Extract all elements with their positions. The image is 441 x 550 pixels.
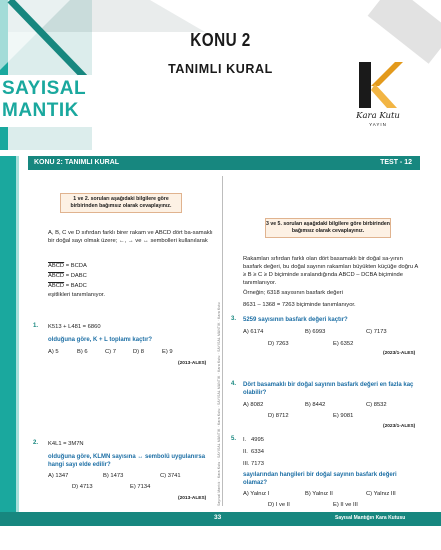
q2-option-b[interactable]: B) 1473 <box>103 473 124 479</box>
q2-option-d[interactable]: D) 4713 <box>72 484 93 490</box>
left-intro-text: A, B, C ve D sıfırdan farklı birer rakam ve ABCD dört ba-samaklı bir doğal sayı olmak üzere; ←, → ve ↔ sembolleri kullanılarak <box>48 230 213 244</box>
q3-number: 3. <box>231 316 237 322</box>
q3-option-e[interactable]: E) 6352 <box>333 341 354 347</box>
q1-option-c[interactable]: C) 7 <box>105 349 116 355</box>
logo-subtitle: YAYIN <box>369 122 387 127</box>
q5-number: 5. <box>231 436 237 442</box>
q1-number: 1. <box>33 323 39 329</box>
example-text: Örneğin; 6318 sayısının basfark değeri <box>243 290 343 296</box>
q4-option-b[interactable]: B) 8442 <box>305 402 326 408</box>
q4-source: (2023/1-ALES) <box>383 424 416 429</box>
q4-number: 4. <box>231 381 237 387</box>
q3-option-c[interactable]: C) 7173 <box>366 329 387 335</box>
q5-stem: sayılarından hangileri bir doğal sayının basfark değeri olamaz? <box>243 472 397 486</box>
topic-heading: TANIMLI KURAL <box>168 62 273 76</box>
q5-item-1: I. 4995 <box>243 437 264 443</box>
q1-source: (2013-ALES) <box>178 361 207 366</box>
rule-3-right: = BADC <box>65 283 87 289</box>
rule-1-right: = BCDA <box>65 263 87 269</box>
q2-option-e[interactable]: E) 7134 <box>130 484 151 490</box>
subject-line-1: SAYISAL <box>2 78 87 99</box>
info-box-right: 3 ve 5. soruları aşağıdaki bilgilere göre birbirinden bağımsız olarak cevaplayınız. <box>265 218 391 238</box>
side-stripe-accent <box>16 156 19 516</box>
info-box-left: 1 ve 2. soruları aşağıdaki bilgilere göre birbirinden bağımsız olarak cevaplayınız. <box>60 193 182 213</box>
q5-option-c[interactable]: C) Yalnız III <box>366 491 396 497</box>
q2-source: (2013-ALES) <box>178 496 207 501</box>
rule-1 <box>48 262 87 270</box>
q3-stem: 5259 sayısının basfark değeri kaçtır? <box>243 317 348 323</box>
q4-option-d[interactable]: D) 8712 <box>268 413 289 419</box>
q5-option-a[interactable]: A) Yalnız I <box>243 491 270 497</box>
title-bar-test-number: TEST - 12 <box>380 159 412 166</box>
page-number: 33 <box>214 514 222 521</box>
rule-2-left: ABCD <box>48 273 65 279</box>
subject-title <box>0 78 90 122</box>
side-vertical-text: Sayısal Mantık · Kara Kutu · SAYISAL MANTIK · Kara Kutu · SAYISAL MANTIK · Kara Kutu · SAYISAL MANTIK · Kara Kutu <box>217 302 221 506</box>
q2-option-c[interactable]: C) 3741 <box>160 473 181 479</box>
rule-1-left: ABCD <box>48 263 65 269</box>
q1-option-e[interactable]: E) 9 <box>162 349 173 355</box>
example-calc: 8631 – 1368 = 7263 biçiminde tanımlanıyor. <box>243 302 356 308</box>
q2-expression: K4L1 = 3M7N <box>48 441 84 447</box>
q1-option-d[interactable]: D) 8 <box>133 349 144 355</box>
q5-option-d[interactable]: D) I ve II <box>268 502 290 508</box>
q1-option-b[interactable]: B) 6 <box>77 349 88 355</box>
q3-option-b[interactable]: B) 6993 <box>305 329 326 335</box>
q1-option-a[interactable]: A) 5 <box>48 349 59 355</box>
logo-name: Kara Kutu <box>356 111 400 121</box>
rule-2-right: = DABC <box>65 273 87 279</box>
rule-3-left: ABCD <box>48 283 65 289</box>
q3-source: (2023/1-ALES) <box>383 351 416 356</box>
q4-option-a[interactable]: A) 8082 <box>243 402 264 408</box>
subject-line-2: MANTIK <box>2 100 79 121</box>
kara-kutu-logo-icon <box>355 60 405 110</box>
q4-option-c[interactable]: C) 8532 <box>366 402 387 408</box>
konu-heading: KONU 2 <box>190 30 251 50</box>
side-stripe <box>0 156 16 516</box>
q5-item-2: II. 6334 <box>243 449 264 455</box>
test-title-bar <box>28 156 420 170</box>
q1-expression: K513 + L481 = 6860 <box>48 324 101 330</box>
rule-3 <box>48 282 87 290</box>
q1-stem: olduğuna göre, K + L toplamı kaçtır? <box>48 337 153 343</box>
column-divider <box>222 176 223 506</box>
rule-2 <box>48 272 87 280</box>
right-intro-text: Rakamları sıfırdan farklı olan dört basamaklı bir doğal sa-yının basfark değeri, bu doğal sayının rakamları büyükten küçüğe doğru A ≥ B ≥ C ≥ D biçiminde sıralandığında ABCD – DCBA biçiminde tanımlanıyor. <box>243 256 418 286</box>
q4-stem: Dört basamaklı bir doğal sayının basfark değeri en fazla kaç olabilir? <box>243 382 414 396</box>
q4-option-e[interactable]: E) 9081 <box>333 413 354 419</box>
q5-option-b[interactable]: B) Yalnız II <box>305 491 333 497</box>
q3-option-d[interactable]: D) 7263 <box>268 341 289 347</box>
q5-item-3: III. 7173 <box>243 461 264 467</box>
q2-number: 2. <box>33 440 39 446</box>
title-bar-topic: KONU 2: TANIMLI KURAL <box>34 159 120 166</box>
q2-stem: olduğuna göre, KLMN sayısına ↔ sembolü uygulanırsa hangi sayı elde edilir? <box>48 454 206 468</box>
footer-brand: Sayısal Mantığın Kara Kutusu <box>335 515 406 521</box>
q3-option-a[interactable]: A) 6174 <box>243 329 264 335</box>
rule-end-text: eşitlikleri tanımlanıyor. <box>48 292 106 298</box>
q2-option-a[interactable]: A) 1347 <box>48 473 69 479</box>
q5-option-e[interactable]: E) II ve III <box>333 502 358 508</box>
